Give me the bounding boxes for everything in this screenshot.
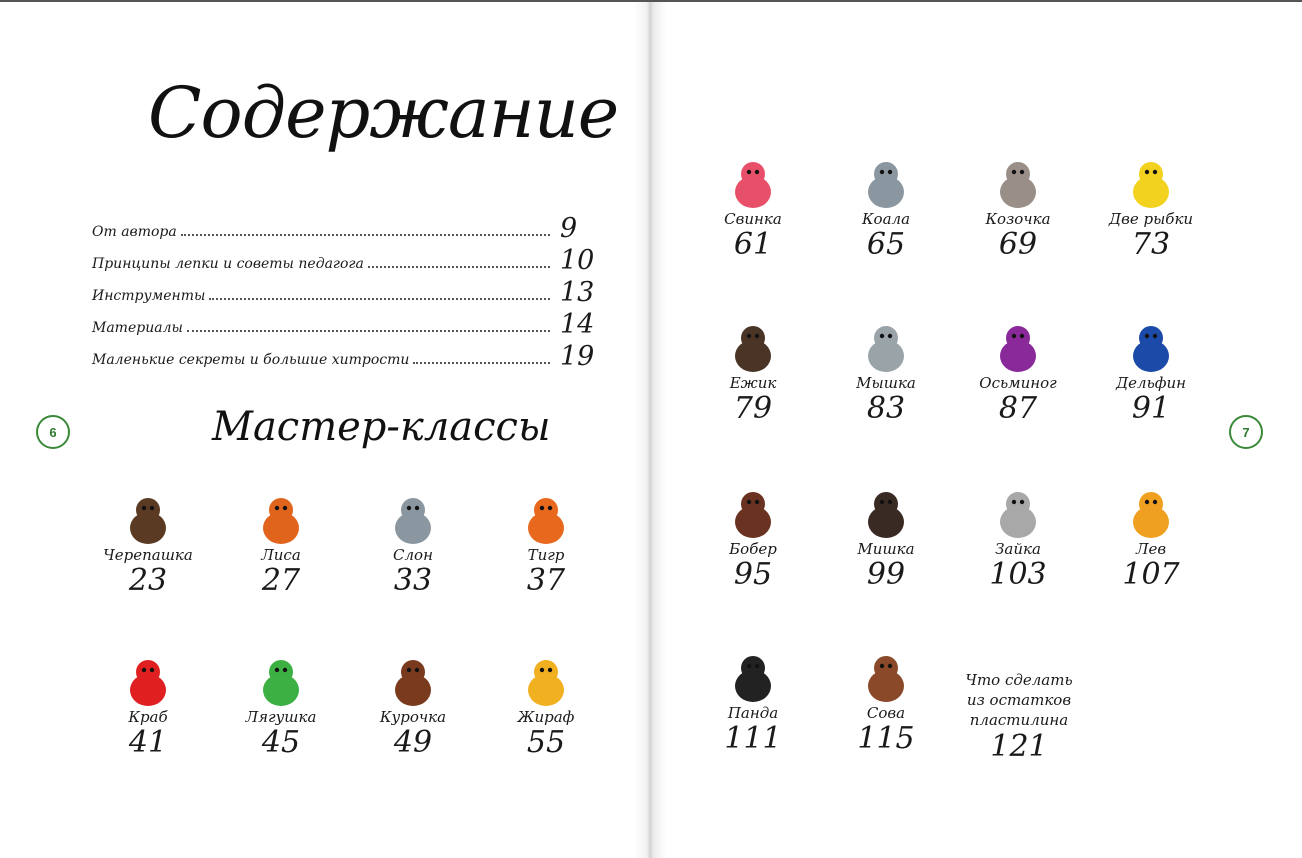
item-page-number: 37 xyxy=(526,563,566,598)
page-title: Содержание xyxy=(148,72,619,154)
item-card[interactable] xyxy=(698,158,808,262)
fish-icon xyxy=(1121,158,1181,212)
goat-icon xyxy=(988,158,1048,212)
book-gutter xyxy=(634,2,666,858)
item-page-number: 107 xyxy=(1122,557,1180,592)
item-card[interactable] xyxy=(358,656,468,760)
item-card[interactable] xyxy=(698,322,808,426)
item-name: Тигр xyxy=(527,546,565,564)
item-name: Бобер xyxy=(729,540,777,558)
item-page-number: 49 xyxy=(393,725,433,760)
item-name: Сова xyxy=(866,704,906,722)
elephant-icon xyxy=(383,494,443,548)
beaver-icon xyxy=(723,488,783,542)
toc-page-number: 13 xyxy=(560,277,595,308)
panda-icon xyxy=(723,652,783,706)
item-card[interactable] xyxy=(226,656,336,760)
item-name: Осьминог xyxy=(979,374,1057,392)
table-of-contents xyxy=(92,212,600,372)
item-page-number: 99 xyxy=(866,557,906,592)
koala-icon xyxy=(856,158,916,212)
frog-icon xyxy=(251,656,311,710)
toc-row[interactable] xyxy=(92,276,600,308)
item-page-number: 87 xyxy=(998,391,1038,426)
item-card[interactable] xyxy=(1096,322,1206,426)
item-card[interactable] xyxy=(491,494,601,598)
item-page-number: 95 xyxy=(733,557,773,592)
item-name: Черепашка xyxy=(103,546,193,564)
item-name: Лягушка xyxy=(245,708,317,726)
item-name: Краб xyxy=(128,708,168,726)
item-name: Зайка xyxy=(995,540,1041,558)
item-card[interactable] xyxy=(698,652,808,756)
page-number-left: 6 xyxy=(36,415,70,449)
item-card[interactable] xyxy=(831,322,941,426)
toc-row[interactable] xyxy=(92,340,600,372)
item-name: Мишка xyxy=(857,540,915,558)
item-name: Две рыбки xyxy=(1108,210,1194,228)
tiger-icon xyxy=(516,494,576,548)
toc-label: Материалы xyxy=(92,320,183,336)
item-name: Мышка xyxy=(856,374,916,392)
item-page-number: 69 xyxy=(998,227,1038,262)
item-page-number: 55 xyxy=(526,725,566,760)
item-name: Лев xyxy=(1135,540,1167,558)
item-card[interactable] xyxy=(963,322,1073,426)
item-card[interactable] xyxy=(1096,488,1206,592)
toc-row[interactable] xyxy=(92,244,600,276)
chicken-icon xyxy=(383,656,443,710)
toc-page-number: 9 xyxy=(560,213,578,244)
item-name: Жираф xyxy=(517,708,575,726)
item-card[interactable] xyxy=(698,488,808,592)
dolphin-icon xyxy=(1121,322,1181,376)
leftovers-entry[interactable] xyxy=(964,670,1074,764)
owl-icon xyxy=(856,652,916,706)
item-card[interactable] xyxy=(963,488,1073,592)
item-page-number: 115 xyxy=(857,721,915,756)
mouse-icon xyxy=(856,322,916,376)
item-page-number: 41 xyxy=(128,725,168,760)
item-page-number: 103 xyxy=(989,557,1047,592)
item-page-number: 33 xyxy=(393,563,433,598)
item-card[interactable] xyxy=(491,656,601,760)
bear-icon xyxy=(856,488,916,542)
toc-row[interactable] xyxy=(92,212,600,244)
leftovers-line: Что сделать xyxy=(965,671,1073,689)
toc-leader-dots xyxy=(413,361,550,364)
item-card[interactable] xyxy=(1096,158,1206,262)
item-name: Лиса xyxy=(261,546,301,564)
leftovers-line: из остатков xyxy=(966,691,1072,709)
item-card[interactable] xyxy=(93,494,203,598)
toc-leader-dots xyxy=(187,329,550,332)
turtle-icon xyxy=(118,494,178,548)
item-card[interactable] xyxy=(93,656,203,760)
item-name: Слон xyxy=(393,546,433,564)
bunny-icon xyxy=(988,488,1048,542)
page-number-right: 7 xyxy=(1229,415,1263,449)
pig-icon xyxy=(723,158,783,212)
toc-page-number: 10 xyxy=(560,245,595,276)
item-name: Дельфин xyxy=(1115,374,1187,392)
item-card[interactable] xyxy=(226,494,336,598)
item-name: Свинка xyxy=(724,210,782,228)
toc-label: От автора xyxy=(92,224,177,240)
item-name: Козочка xyxy=(985,210,1051,228)
toc-row[interactable] xyxy=(92,308,600,340)
item-page-number: 65 xyxy=(866,227,906,262)
item-page-number: 79 xyxy=(733,391,773,426)
item-name: Коала xyxy=(861,210,911,228)
item-card[interactable] xyxy=(358,494,468,598)
item-page-number: 83 xyxy=(866,391,906,426)
item-card[interactable] xyxy=(831,488,941,592)
item-page-number: 111 xyxy=(724,721,782,756)
toc-leader-dots xyxy=(209,297,550,300)
item-name: Панда xyxy=(727,704,779,722)
toc-page-number: 19 xyxy=(560,341,595,372)
item-page-number: 27 xyxy=(261,563,301,598)
octopus-icon xyxy=(988,322,1048,376)
item-name: Ежик xyxy=(729,374,777,392)
toc-label: Маленькие секреты и большие хитрости xyxy=(92,352,410,368)
item-card[interactable] xyxy=(963,158,1073,262)
toc-leader-dots xyxy=(368,265,550,268)
item-page-number: 23 xyxy=(128,563,168,598)
item-card[interactable] xyxy=(831,158,941,262)
section-title: Мастер-классы xyxy=(212,404,551,450)
toc-page-number: 14 xyxy=(560,309,595,340)
item-page-number: 121 xyxy=(990,729,1048,764)
toc-label: Принципы лепки и советы педагога xyxy=(92,256,364,272)
lion-icon xyxy=(1121,488,1181,542)
crab-icon xyxy=(118,656,178,710)
item-page-number: 61 xyxy=(733,227,773,262)
fox-icon xyxy=(251,494,311,548)
item-page-number: 73 xyxy=(1131,227,1171,262)
item-page-number: 45 xyxy=(261,725,301,760)
toc-leader-dots xyxy=(181,233,550,236)
toc-label: Инструменты xyxy=(92,288,206,304)
hedgehog-icon xyxy=(723,322,783,376)
leftovers-line: пластилина xyxy=(969,711,1069,729)
item-page-number: 91 xyxy=(1131,391,1171,426)
giraffe-icon xyxy=(516,656,576,710)
item-name: Курочка xyxy=(379,708,447,726)
item-card[interactable] xyxy=(831,652,941,756)
